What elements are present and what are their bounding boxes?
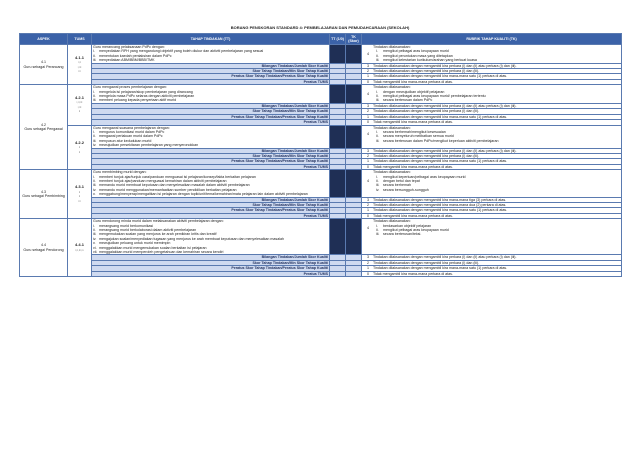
tindakan-item-text: mengawal perlakuan murid dalam PdPc	[99, 134, 163, 139]
rubrik-cell	[362, 125, 622, 148]
rubrik-cell	[362, 170, 622, 197]
rubrik-level-number: 1	[367, 266, 369, 271]
score-label: Peratus TUMS	[92, 79, 330, 84]
rubrik-level-text	[373, 45, 477, 63]
rubrik-level-text: Tindakan dilaksanakan dengan mengambil kira mana-mana dua (2) perkara di atas.	[373, 203, 507, 207]
rubrik-cell	[362, 85, 622, 104]
tindakan-item-number: ii.	[93, 228, 96, 233]
tindakan-item-number: i.	[93, 223, 95, 228]
tindakan-item	[93, 192, 328, 196]
tindakan-item-number: iii.	[93, 138, 97, 143]
tums-cell	[68, 170, 92, 219]
rubrik-item-number: iii.	[376, 232, 380, 237]
score-label: Peratus Skor Tahap Tindakan/Peratus Skor Tahap Kualiti	[92, 114, 330, 119]
rubrik-level	[363, 104, 620, 108]
rubrik-item-number: ii.	[376, 53, 379, 58]
rubrik-item	[373, 98, 486, 102]
tindakan-item-number: ii.	[93, 53, 96, 58]
rubrik-item-number: i.	[376, 129, 378, 134]
tt-input-cell[interactable]	[330, 85, 346, 104]
aspek-cell	[20, 45, 68, 85]
rubrik-level-number: 0	[367, 120, 369, 125]
rubrik-level-text: Tindakan dilaksanakan dengan mengambil kira perkara (i) dan (ii) atau perkara (i) dan (iii).	[373, 255, 517, 260]
tindakan-item-text: menyediakan ABM/BBM/BBB/TMK	[99, 58, 155, 63]
rubrik-item-text: mengikut keperluan/pelbagai aras keupayaan murid	[383, 174, 466, 179]
rubrik-item-text: secara berhemah/mengikut kesesuaian	[383, 129, 446, 134]
rubrik-item-number: iii.	[376, 58, 380, 63]
tindakan-item-number: iv.	[93, 236, 97, 241]
rubrik-level-number: 2	[367, 69, 369, 74]
aspek-number: 4.4	[41, 243, 46, 248]
rubrik-level-text: Tindakan dilaksanakan dengan mengambil kira mana-mana satu (1) perkara di atas.	[373, 114, 508, 119]
score-label: Bilangan Tindakan/Jumlah Skor Kualiti	[92, 148, 330, 153]
tindakan-item-text: menggalakkan murid memperoleh pengetahuan dan kemahiran secara kendiri	[99, 250, 224, 255]
tums-sub: i,ii,iii	[76, 100, 83, 105]
header-tk: TK (Skor)	[346, 34, 362, 45]
rubrik-item-number: ii.	[376, 134, 379, 139]
tums-sub: i,ii,iii,iv	[75, 247, 84, 252]
tums-cell	[68, 85, 92, 125]
tt-input-cell[interactable]	[330, 45, 346, 64]
tahap-tindakan-cell	[92, 125, 330, 148]
score-label: Peratus Skor Tahap Tindakan/Peratus Skor Tahap Kualiti	[92, 74, 330, 79]
tindakan-item-number: vi.	[93, 245, 97, 250]
tindakan-item-number: ii.	[93, 134, 96, 139]
tindakan-item-text: memandu murid menggunakan/memanfaatkan sumber pendidikan berkaitan pelajaran	[99, 187, 237, 192]
rubrik-item-number: ii.	[376, 228, 379, 233]
score-label: Peratus TUMS	[92, 271, 330, 276]
score-label: Peratus TUMS	[92, 213, 330, 218]
tindakan-item-text: memberi tunjuk ajar/tunjuk cara/panduan menguasai isi pelajaran/konsep/fakta berkaitan pelajaran	[99, 174, 256, 179]
rubrik-level	[363, 115, 620, 119]
rubrik-item-text: mengikut pelbagai aras keupayaan murid/ pembelajaran tertentu	[383, 94, 486, 99]
rubrik-level-text: Tidak mengambil kira mana-mana perkara di atas.	[373, 271, 453, 276]
tindakan-item-text: mewujudkan persekitaran pembelajaran yang menyeronokkan	[99, 143, 199, 148]
tindakan-item-number: i.	[93, 174, 95, 179]
section-row	[20, 45, 622, 64]
rubrik-level-number: 2	[367, 153, 369, 158]
rubrik-item-text: secara berhemah	[383, 183, 411, 188]
rubrik-item-text: secara menyeluruh melibatkan semua murid	[383, 134, 454, 139]
tums-sub: i,iii	[77, 64, 82, 69]
table-header-row	[20, 34, 622, 45]
aspek-cell	[20, 85, 68, 170]
rubrik-level	[363, 80, 620, 84]
rubrik-level	[363, 272, 620, 276]
score-label: Peratus TUMS	[92, 164, 330, 169]
rubrik-item-text: berdasarkan objektif pelajaran	[383, 223, 432, 228]
rubrik-level-number: 0	[367, 79, 369, 84]
tums-cell	[68, 125, 92, 170]
rubrik-level	[363, 208, 620, 212]
rubrik-level-text: Tindakan dilaksanakan dengan mengambil kira perkara (i) dan (ii) atau perkara (i) dan (iii).	[373, 63, 517, 68]
rubrik-level-4	[363, 219, 620, 237]
rubrik-item-text: dengan mewujudkan objektif pelajaran	[383, 89, 445, 94]
rubrik-lead: Tindakan dilaksanakan:	[373, 85, 411, 90]
score-label: Skor Tahap Tindakan/Min Skor Tahap Kualiti	[92, 69, 330, 74]
rubrik-level-text: Tidak mengambil kira mana-mana perkara di atas.	[373, 164, 453, 169]
tindakan-item-number: iv.	[93, 187, 97, 192]
rubrik-level-text	[373, 170, 466, 192]
tums-sub: ii	[78, 145, 81, 150]
tums-sub: i,ii	[78, 60, 81, 65]
header-tums: TUMS	[68, 34, 92, 45]
section-row	[20, 219, 622, 255]
rubrik-level-text: Tindakan dilaksanakan dengan mengambil kira mana-mana satu (1) perkara di atas.	[373, 266, 508, 271]
rubrik-level	[363, 266, 620, 270]
rubrik-lead: Tindakan dilaksanakan:	[373, 170, 411, 175]
rubrik-level-text: Tidak mengambil kira mana-mana perkara di atas.	[373, 120, 453, 125]
rubrik-level-text	[373, 85, 486, 103]
tindakan-lead: Guru membimbing murid dengan:	[93, 170, 147, 175]
rubrik-level-number: 1	[367, 74, 369, 79]
rubrik-level-number: 4	[367, 178, 369, 183]
rubrik-level-number: 4	[367, 132, 369, 137]
rubrik-level	[363, 120, 620, 124]
tahap-tindakan-cell	[92, 85, 330, 104]
rubrik-level-text: Tindakan dilaksanakan dengan mengambil kira perkara (i) dan (iii).	[373, 69, 480, 74]
tk-input-cell[interactable]	[346, 170, 362, 197]
tums-sub: ii	[78, 189, 81, 194]
rubrik-level-text: Tidak mengambil kira mana-mana perkara di atas.	[373, 79, 453, 84]
rubrik-item-number: iii.	[376, 138, 380, 143]
tindakan-item	[93, 98, 328, 102]
section-row	[20, 85, 622, 104]
rubrik-level-text: Tindakan dilaksanakan dengan mengambil kira mana-mana satu (1) perkara di atas.	[373, 159, 508, 164]
rubrik-level-number: 0	[367, 271, 369, 276]
rubrik-level-4	[363, 126, 620, 144]
rubrik-level-4	[363, 45, 620, 63]
rubrik-level-text: Tindakan dilaksanakan dengan mengambil kira mana-mana tiga (3) perkara di atas.	[373, 197, 507, 202]
rubrik-level	[363, 159, 620, 163]
rubrik-level	[363, 64, 620, 68]
rubrik-level-number: 3	[367, 255, 369, 260]
tindakan-item-text: mewujudkan peluang untuk murid memimpin	[99, 241, 171, 246]
aspek-number: 4.3	[41, 189, 46, 194]
rubrik-level-text: Tindakan dilaksanakan dengan mengambil kira perkara (i) dan (ii) atau perkara (i) dan (iii).	[373, 148, 517, 153]
rubrik-lead: Tindakan dilaksanakan:	[373, 125, 411, 130]
rubrik-level-number: 3	[367, 63, 369, 68]
score-label: Bilangan Tindakan/Jumlah Skor Kualiti	[92, 255, 330, 260]
rubrik-item-text: secara berterusan/teksi.	[383, 232, 422, 237]
section-row	[20, 170, 622, 197]
tindakan-item-number: v.	[93, 192, 96, 197]
tt-input-cell[interactable]	[330, 219, 346, 255]
aspek-cell	[20, 170, 68, 219]
tindakan-item-number: i.	[93, 89, 95, 94]
rubrik-level-number: 0	[367, 213, 369, 218]
rubrik-level-number: 3	[367, 197, 369, 202]
rubrik-level	[363, 203, 620, 207]
rubrik-item-text: mengikut pelbagai aras keupayaan murid	[383, 228, 449, 233]
tums-number: 4.3.1	[75, 184, 84, 190]
tindakan-item-number: ii.	[93, 94, 96, 99]
rubrik-level-text: Tindakan dilaksanakan dengan mengambil kira perkara (i) dan (iii).	[373, 260, 480, 265]
tt-score-cell[interactable]	[330, 271, 346, 276]
tindakan-item-number: iii.	[93, 58, 97, 63]
rubrik-level-number: 0	[367, 164, 369, 169]
tums-cell	[68, 45, 92, 85]
tindakan-item-number: iii.	[93, 98, 97, 103]
aspek-name: Guru sebagai Pembimbing	[22, 194, 65, 199]
rubrik-item-text: mengikut pelbagai aras keupayaan murid	[383, 49, 449, 54]
score-label: Skor Tahap Tindakan/Min Skor Tahap Kualiti	[92, 260, 330, 265]
rubrik-level-text: Tindakan dilaksanakan dengan mengambil kira mana-mana satu (1) perkara di atas.	[373, 74, 508, 79]
rubrik-level	[363, 69, 620, 73]
score-label: Peratus TUMS	[92, 120, 330, 125]
tt-input-cell[interactable]	[330, 170, 346, 197]
rubrik-item-number: iii.	[376, 98, 380, 103]
tums-cell	[68, 219, 92, 277]
aspek-number: 4.2	[41, 122, 46, 127]
rubrik-item-text: secara berterusan dalam PdPc	[383, 98, 433, 103]
rubrik-level	[363, 109, 620, 113]
rubrik-level-text: Tindakan dilaksanakan dengan mengambil kira perkara (i) dan (iii).	[373, 153, 480, 158]
rubrik-item-number: i.	[376, 89, 378, 94]
rubrik-level-4	[363, 170, 620, 192]
rubrik-level-row	[362, 271, 622, 276]
tindakan-item-text: menentukan kaedah pentaksiran dalam PdPc	[99, 53, 172, 58]
tt-input-cell[interactable]	[330, 125, 346, 148]
tums-sub: i,iii	[77, 104, 82, 109]
rubrik-item	[373, 58, 477, 62]
tindakan-item-number: i.	[93, 49, 95, 54]
header-tahap-tindakan: TAHAP TINDAKAN (TT)	[92, 34, 330, 45]
rubrik-item-text: mengikut peruntukan masa yang ditetapkan	[383, 53, 453, 58]
tindakan-item-text: mengajukan soalan/menyediakan tugasan yang menjurus ke arah membuat keputusan dan menyelesaikan masalah	[99, 236, 284, 241]
tk-score-cell[interactable]	[346, 271, 362, 276]
tindakan-item-number: v.	[93, 241, 96, 246]
rubrik-level-number: 3	[367, 148, 369, 153]
tindakan-item-text: memandu murid membuat keputusan dan menyelesaikan masalah dalam aktiviti pembelajaran	[99, 183, 250, 188]
rubrik-level-number: 1	[367, 208, 369, 213]
tums-sub: ii	[78, 149, 81, 154]
tindakan-item-number: vii.	[93, 250, 98, 255]
tindakan-item-text: menyediakan RPH yang mengandungi objektif yang boleh diukur dan aktiviti pembelajaran yang sesuai	[99, 49, 264, 54]
tindakan-lead: Guru merancang pelaksanaan PdPc dengan:	[93, 45, 165, 49]
rubrik-item-number: i.	[376, 174, 378, 179]
tahap-tindakan-cell	[92, 170, 330, 197]
tindakan-lead: Guru mendorong minda murid dalam melaksanakan aktiviti pembelajaran dengan:	[93, 219, 224, 224]
rubrik-level	[363, 165, 620, 169]
score-row	[20, 271, 622, 276]
tindakan-item-number: ii.	[93, 178, 96, 183]
score-label: Skor Tahap Tindakan/Min Skor Tahap Kualiti	[92, 203, 330, 208]
rubrik-item-number: ii.	[376, 94, 379, 99]
rubrik-level-text	[373, 219, 449, 237]
rubrik-item-text: secara berterusan dalam PdPc/mengikut keperluan aktiviti pembelajaran	[383, 138, 499, 143]
tums-sub: ii	[78, 109, 81, 114]
score-label: Peratus Skor Tahap Tindakan/Peratus Skor Tahap Kualiti	[92, 266, 330, 271]
rubrik-level-text: Tidak mengambil kira mana-mana perkara di atas.	[373, 213, 453, 218]
tindakan-item-text: memberi tunjuk ajar/panduan menguasai kemahiran dalam aktiviti pembelajaran	[99, 178, 227, 183]
tums-number: 4.4.1	[75, 242, 84, 248]
rubrik-cell	[362, 219, 622, 255]
tk-input-cell[interactable]	[346, 85, 362, 104]
tindakan-item	[93, 58, 328, 62]
tindakan-item-text: mengelola masa PdPc selaras dengan aktiviti pembelajaran	[99, 94, 195, 99]
rubrik-item-number: iii.	[376, 183, 380, 188]
rubrik-level	[363, 74, 620, 78]
tums-number: 4.2.1	[75, 95, 84, 101]
tums-sub: iii	[78, 198, 81, 203]
tk-input-cell[interactable]	[346, 45, 362, 64]
rubrik-level-number: 1	[367, 159, 369, 164]
tahap-tindakan-cell	[92, 219, 330, 255]
tums-sub: iii	[78, 69, 81, 74]
rubrik-item-number: i.	[376, 49, 378, 54]
tindakan-item-text: mengemukakan soalan yang menjurus ke arah pemikiran kritis dan kreatif	[99, 232, 217, 237]
tindakan-item	[93, 143, 328, 147]
tk-input-cell[interactable]	[346, 219, 362, 255]
score-label: Peratus Skor Tahap Tindakan/Peratus Skor Tahap Kualiti	[92, 159, 330, 164]
tindakan-item-text: mengurus komunikasi murid dalam PdPc	[99, 129, 165, 134]
rubrik-item-text: dengan betul dan tepat	[383, 178, 420, 183]
tindakan-item-text: merangsang murid berkomunikasi	[99, 223, 154, 228]
rubrik-level-number: 2	[367, 260, 369, 265]
tindakan-item-text: memberi peluang kepada penyertaan aktif murid	[99, 98, 177, 103]
tindakan-item-number: iii.	[93, 183, 97, 188]
rubrik-level	[363, 255, 620, 259]
rubrik-item-text: secara bersungguh-sungguh	[383, 187, 429, 192]
rubrik-level-number: 1	[367, 114, 369, 119]
rubrik-level	[363, 214, 620, 218]
score-label: Bilangan Tindakan/Jumlah Skor Kualiti	[92, 63, 330, 68]
rubrik-item	[373, 232, 449, 236]
aspek-number: 4.1	[41, 60, 46, 65]
rubrik-level	[363, 149, 620, 153]
rubrik-level	[363, 154, 620, 158]
tk-input-cell[interactable]	[346, 125, 362, 148]
rubrik-item-number: ii.	[376, 178, 379, 183]
rubrik-level-number: 4	[367, 91, 369, 96]
tahap-tindakan-cell	[92, 45, 330, 64]
rubrik-cell	[362, 45, 622, 64]
rubrik-level-number: 4	[367, 225, 369, 230]
score-label: Bilangan Tindakan/Jumlah Skor Kualiti	[92, 197, 330, 202]
rubrik-level-number: 2	[367, 203, 369, 207]
aspek-cell	[20, 219, 68, 277]
document-title: BORANG PENSKORAN STANDARD 4: PEMBELAJARAN DAN PEMUDAHCARAAN (SEKOLAH)	[230, 25, 410, 30]
rubrik-level-text	[373, 126, 498, 144]
rubrik-level	[363, 261, 620, 265]
rubrik-lead: Tindakan dilaksanakan:	[373, 219, 411, 224]
rubrik-item	[373, 139, 498, 143]
rubrik-item-number: i.	[376, 223, 378, 228]
rubrik-level-text: Tindakan dilaksanakan dengan mengambil kira perkara (i) dan (iii).	[373, 109, 480, 114]
header-tt: TT (1/0)	[330, 34, 346, 45]
tindakan-lead: Guru mengawal proses pembelajaran dengan:	[93, 85, 167, 90]
rubrik-item	[373, 188, 466, 192]
header-aspek: ASPEK	[20, 34, 68, 45]
rubrik-level-number: 4	[367, 51, 369, 56]
rubrik-level-4	[363, 85, 620, 103]
rubrik-level-number: 3	[367, 103, 369, 108]
section-row	[20, 125, 622, 148]
tindakan-item-text: menggalakkan murid mengemukakan soalan berkaitan isi pelajaran	[99, 245, 207, 250]
aspek-name: Guru sebagai Pendorong	[23, 247, 64, 252]
tums-sub: ii	[78, 194, 81, 199]
tums-number: 4.1.1	[75, 54, 84, 60]
tums-number: 4.2.2	[75, 139, 84, 145]
rubrik-lead: Tindakan dilaksanakan:	[373, 45, 411, 49]
tindakan-item-number: iv.	[93, 143, 97, 148]
tindakan-item-text: menggabung/menyerap/mengaitkan isi pelajaran dengan topik/unit/tema/kemahiran/mata pelajaran lain dalam aktiviti pembelajaran	[99, 192, 308, 197]
scoring-table	[19, 33, 622, 277]
aspek-name: Guru sebagai Pengawal	[24, 127, 63, 132]
score-label: Peratus Skor Tahap Tindakan/Peratus Skor Tahap Kualiti	[92, 208, 330, 213]
tindakan-item-text: mengelola isi pelajaran/skop pembelajaran yang dirancang	[99, 89, 193, 94]
rubrik-item-text: mengikut kelestarian kurikulum/arahan yang berkuat kuasa	[383, 58, 477, 63]
aspek-name: Guru sebagai Perancang	[23, 64, 64, 69]
rubrik-level-text: Tindakan dilaksanakan dengan mengambil kira perkara (i) dan (ii) atau perkara (i) dan (iii).	[373, 103, 517, 108]
tindakan-lead: Guru mengawal suasana pembelajaran dengan:	[93, 125, 170, 130]
header-rubrik: RUBRIK TAHAP KUALITI (TK)	[362, 34, 622, 45]
rubrik-item-number: iv.	[376, 187, 380, 192]
score-label: Skor Tahap Tindakan/Min Skor Tahap Kualiti	[92, 109, 330, 114]
tindakan-item-number: iii.	[93, 232, 97, 237]
tindakan-item-text: merangsang murid berkolaborasi dalam aktiviti pembelajaran	[99, 228, 197, 233]
tindakan-item-number: i.	[93, 129, 95, 134]
score-label: Bilangan Tindakan/Jumlah Skor Kualiti	[92, 103, 330, 108]
tindakan-item-text: menyusun atur kedudukan murid	[99, 138, 152, 143]
rubrik-level-number: 2	[367, 109, 369, 114]
tindakan-item	[93, 250, 328, 254]
score-label: Skor Tahap Tindakan/Min Skor Tahap Kualiti	[92, 153, 330, 158]
rubrik-level-text: Tindakan dilaksanakan dengan mengambil kira mana-mana satu (1) perkara di atas.	[373, 208, 508, 213]
rubrik-level	[363, 198, 620, 202]
table-body	[20, 45, 622, 277]
